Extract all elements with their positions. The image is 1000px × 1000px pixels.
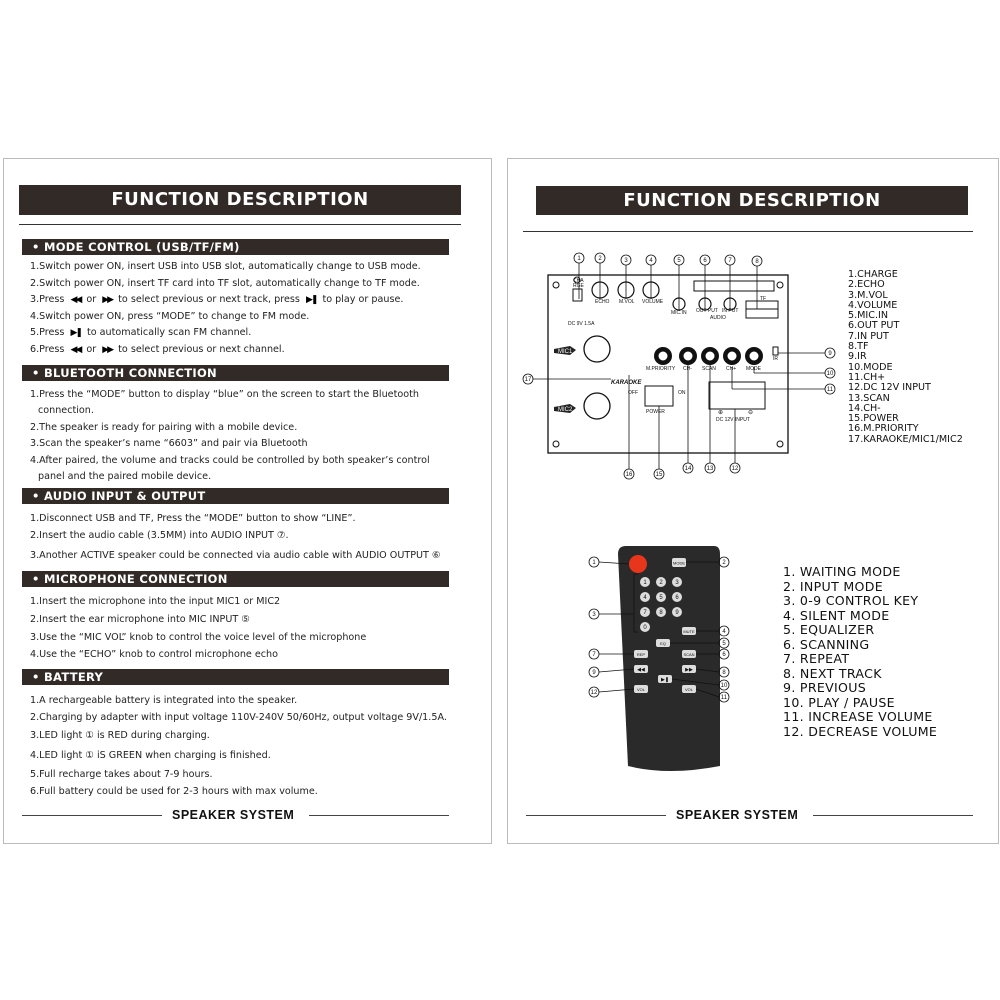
svg-text:POWER: POWER (646, 409, 665, 415)
remote-body (618, 546, 720, 771)
battery-line-5: 5.Full recharge takes about 7-9 hours. (30, 769, 213, 780)
svg-text:17: 17 (524, 377, 532, 383)
svg-text:3: 3 (592, 612, 596, 618)
svg-text:2: 2 (722, 560, 726, 566)
mode-line-4: 4.Switch power ON, press “MODE” to change to FM mode. (30, 311, 310, 322)
left-page (3, 158, 492, 844)
svg-text:13: 13 (706, 466, 714, 472)
play-pause-icon: ▶❚ (70, 328, 81, 338)
svg-text:10: 10 (826, 371, 834, 377)
bt-line-3: 2.The speaker is ready for pairing with a mobile device. (30, 422, 298, 433)
mode-line-3: 3.Press ◀◀ or ▶▶ to select previous or next track, press ▶❚ to play or pause. (30, 294, 404, 305)
svg-text:5: 5 (677, 258, 681, 264)
power-button (629, 555, 647, 573)
mic-line-1: 1.Insert the microphone into the input MIC1 or MIC2 (30, 596, 281, 607)
svg-text:8: 8 (755, 259, 759, 265)
svg-text:12: 12 (731, 466, 739, 472)
svg-text:CH-: CH- (683, 366, 692, 372)
svg-text:OFF: OFF (628, 390, 638, 396)
svg-text:1: 1 (592, 560, 596, 566)
svg-text:⊕: ⊕ (718, 410, 724, 416)
svg-text:DC 12V INPUT: DC 12V INPUT (716, 417, 750, 423)
svg-text:MIC2: MIC2 (558, 407, 573, 413)
right-footer: SPEAKER SYSTEM (676, 808, 799, 822)
svg-text:1: 1 (577, 256, 581, 262)
svg-text:RGE: RGE (573, 283, 584, 289)
svg-text:9: 9 (828, 351, 832, 357)
mode-line-2: 2.Switch power ON, insert TF card into TF slot, automatically change to TF mode. (30, 278, 420, 289)
battery-line-3: 3.LED light ① is RED during charging. (30, 730, 210, 741)
mic-line-4: 4.Use the “ECHO” knob to control microphone echo (30, 649, 278, 660)
callout-numbers-bottom (626, 466, 739, 478)
svg-text:4: 4 (643, 595, 647, 601)
section-bluetooth: • BLUETOOTH CONNECTION (22, 365, 449, 381)
battery-line-6: 6.Full battery could be used for 2-3 hours with max volume. (30, 786, 318, 797)
svg-text:14: 14 (684, 466, 692, 472)
battery-line-4: 4.LED light ① iS GREEN when charging is finished. (30, 750, 271, 761)
banner-rule (19, 224, 461, 225)
svg-text:KARAOKE: KARAOKE (611, 380, 642, 386)
banner-rule (523, 231, 973, 232)
next-icon: ▶▶ (102, 295, 113, 305)
remote-control-diagram (578, 544, 748, 784)
footer-rule-left (526, 815, 666, 816)
svg-text:3: 3 (624, 258, 628, 264)
svg-text:OUT PUT: OUT PUT (696, 308, 718, 314)
svg-text:MODE: MODE (746, 366, 761, 372)
svg-text:8: 8 (722, 670, 726, 676)
svg-text:◀◀: ◀◀ (637, 667, 645, 673)
svg-text:3: 3 (675, 580, 679, 586)
svg-text:M.VOL: M.VOL (619, 299, 635, 305)
svg-text:▶❚: ▶❚ (660, 677, 670, 683)
section-audio-io: • AUDIO INPUT & OUTPUT (22, 488, 449, 504)
svg-text:2: 2 (598, 256, 602, 262)
svg-text:IN PUT: IN PUT (722, 308, 739, 314)
svg-text:REP: REP (636, 652, 646, 657)
svg-text:7: 7 (728, 258, 732, 264)
svg-text:16: 16 (625, 472, 633, 478)
svg-text:11: 11 (826, 387, 834, 393)
svg-text:2: 2 (659, 580, 663, 586)
audio-line-3: 3.Another ACTIVE speaker could be connected via audio cable with AUDIO OUTPUT ⑥ (30, 550, 441, 561)
svg-text:DC 9V 1.5A: DC 9V 1.5A (568, 321, 595, 327)
bt-line-4: 3.Scan the speaker’s name “6603” and pair via Bluetooth (30, 438, 308, 449)
previous-icon: ◀◀ (70, 345, 81, 355)
control-panel-diagram (508, 249, 843, 499)
footer-rule-right (813, 815, 973, 816)
svg-text:CH+: CH+ (726, 366, 737, 372)
section-mode-control: • MODE CONTROL (USB/TF/FM) (22, 239, 449, 255)
bt-line-5: 4.After paired, the volume and tracks could be controlled by both speaker’s control (30, 455, 430, 466)
svg-text:5: 5 (659, 595, 663, 601)
right-banner: FUNCTION DESCRIPTION (536, 186, 968, 215)
battery-line-1: 1.A rechargeable battery is integrated into the speaker. (30, 695, 298, 706)
svg-text:7: 7 (592, 652, 596, 658)
mode-line-1: 1.Switch power ON, insert USB into USB slot, automatically change to USB mode. (30, 261, 421, 272)
svg-text:MUTE: MUTE (683, 629, 695, 634)
svg-text:6: 6 (722, 652, 726, 658)
svg-text:0: 0 (643, 625, 647, 631)
svg-text:SCAN: SCAN (702, 366, 716, 372)
previous-icon: ◀◀ (70, 295, 81, 305)
svg-text:SCAN: SCAN (683, 652, 695, 657)
svg-text:8: 8 (659, 610, 663, 616)
svg-text:MIC1: MIC1 (558, 349, 573, 355)
mic-line-3: 3.Use the “MIC VOL” knob to control the voice level of the microphone (30, 632, 367, 643)
svg-text:MIC.IN: MIC.IN (671, 310, 687, 316)
svg-text:9: 9 (675, 610, 679, 616)
svg-text:6: 6 (703, 258, 707, 264)
mic-line-2: 2.Insert the ear microphone into MIC INPUT ⑤ (30, 614, 250, 625)
left-footer: SPEAKER SYSTEM (172, 808, 295, 822)
svg-text:▶▶: ▶▶ (685, 667, 693, 673)
svg-text:VOL: VOL (636, 687, 646, 692)
svg-text:10: 10 (720, 683, 728, 689)
svg-text:4: 4 (649, 258, 653, 264)
svg-text:5: 5 (722, 641, 726, 647)
panel-legend: 1.CHARGE 2.ECHO 3.M.VOL 4.VOLUME 5.MIC.IN 6.OUT PUT 7.IN PUT 8.TF 9.IR 10.MODE 11.CH+ 12.DC 12V INPUT 13.SCAN 14.CH- 15.POWER 16.M.PRIORITY 17.KARAOKE/MIC1/MIC2 (848, 269, 963, 445)
svg-text:9: 9 (592, 670, 596, 676)
footer-rule-right (309, 815, 449, 816)
svg-text:IR: IR (773, 356, 778, 362)
bt-line-1: 1.Press the “MODE” button to display “blue” on the screen to start the Bluetooth (30, 389, 419, 400)
svg-text:VOLUME: VOLUME (642, 299, 664, 305)
svg-text:4: 4 (722, 629, 726, 635)
svg-text:AUDIO: AUDIO (710, 315, 726, 321)
footer-rule-left (22, 815, 162, 816)
svg-text:CHA: CHA (573, 278, 584, 284)
svg-text:7: 7 (643, 610, 647, 616)
svg-text:TF: TF (760, 296, 767, 302)
section-battery: • BATTERY (22, 669, 449, 685)
svg-text:ECHO: ECHO (595, 299, 610, 305)
bt-line-2: connection. (38, 405, 94, 416)
svg-text:15: 15 (655, 472, 663, 478)
remote-legend: 1. WAITING MODE 2. INPUT MODE 3. 0-9 CONTROL KEY 4. SILENT MODE 5. EQUALIZER 6. SCANNING 7. REPEAT 8. NEXT TRACK 9. PREVIOUS 10. PLAY / PAUSE 11. INCREASE VOLUME 12. DECREASE VOLUME (783, 564, 938, 739)
right-page (507, 158, 999, 844)
mode-line-5: 5.Press ▶❚ to automatically scan FM channel. (30, 327, 252, 338)
svg-text:M.PRIORITY: M.PRIORITY (646, 366, 676, 372)
svg-text:⊖: ⊖ (748, 410, 754, 416)
svg-text:12: 12 (590, 690, 598, 696)
section-microphone: • MICROPHONE CONNECTION (22, 571, 449, 587)
svg-text:EQ: EQ (660, 641, 666, 646)
audio-line-2: 2.Insert the audio cable (3.5MM) into AUDIO INPUT ⑦. (30, 530, 289, 541)
play-pause-icon: ▶❚ (305, 295, 317, 305)
svg-text:11: 11 (720, 695, 728, 701)
svg-text:6: 6 (675, 595, 679, 601)
bt-line-6: panel and the paired mobile device. (38, 471, 212, 482)
svg-text:MODE: MODE (673, 560, 685, 566)
next-icon: ▶▶ (102, 345, 113, 355)
mode-line-6: 6.Press ◀◀ or ▶▶ to select previous or next channel. (30, 344, 285, 355)
svg-text:ON: ON (678, 390, 686, 396)
left-banner: FUNCTION DESCRIPTION (19, 185, 461, 215)
svg-text:1: 1 (643, 580, 647, 586)
audio-line-1: 1.Disconnect USB and TF, Press the “MODE” button to show “LINE”. (30, 513, 356, 524)
svg-text:VOL: VOL (684, 687, 694, 692)
battery-line-2: 2.Charging by adapter with input voltage 110V-240V 50/60Hz, output voltage 9V/1.5A. (30, 712, 447, 723)
